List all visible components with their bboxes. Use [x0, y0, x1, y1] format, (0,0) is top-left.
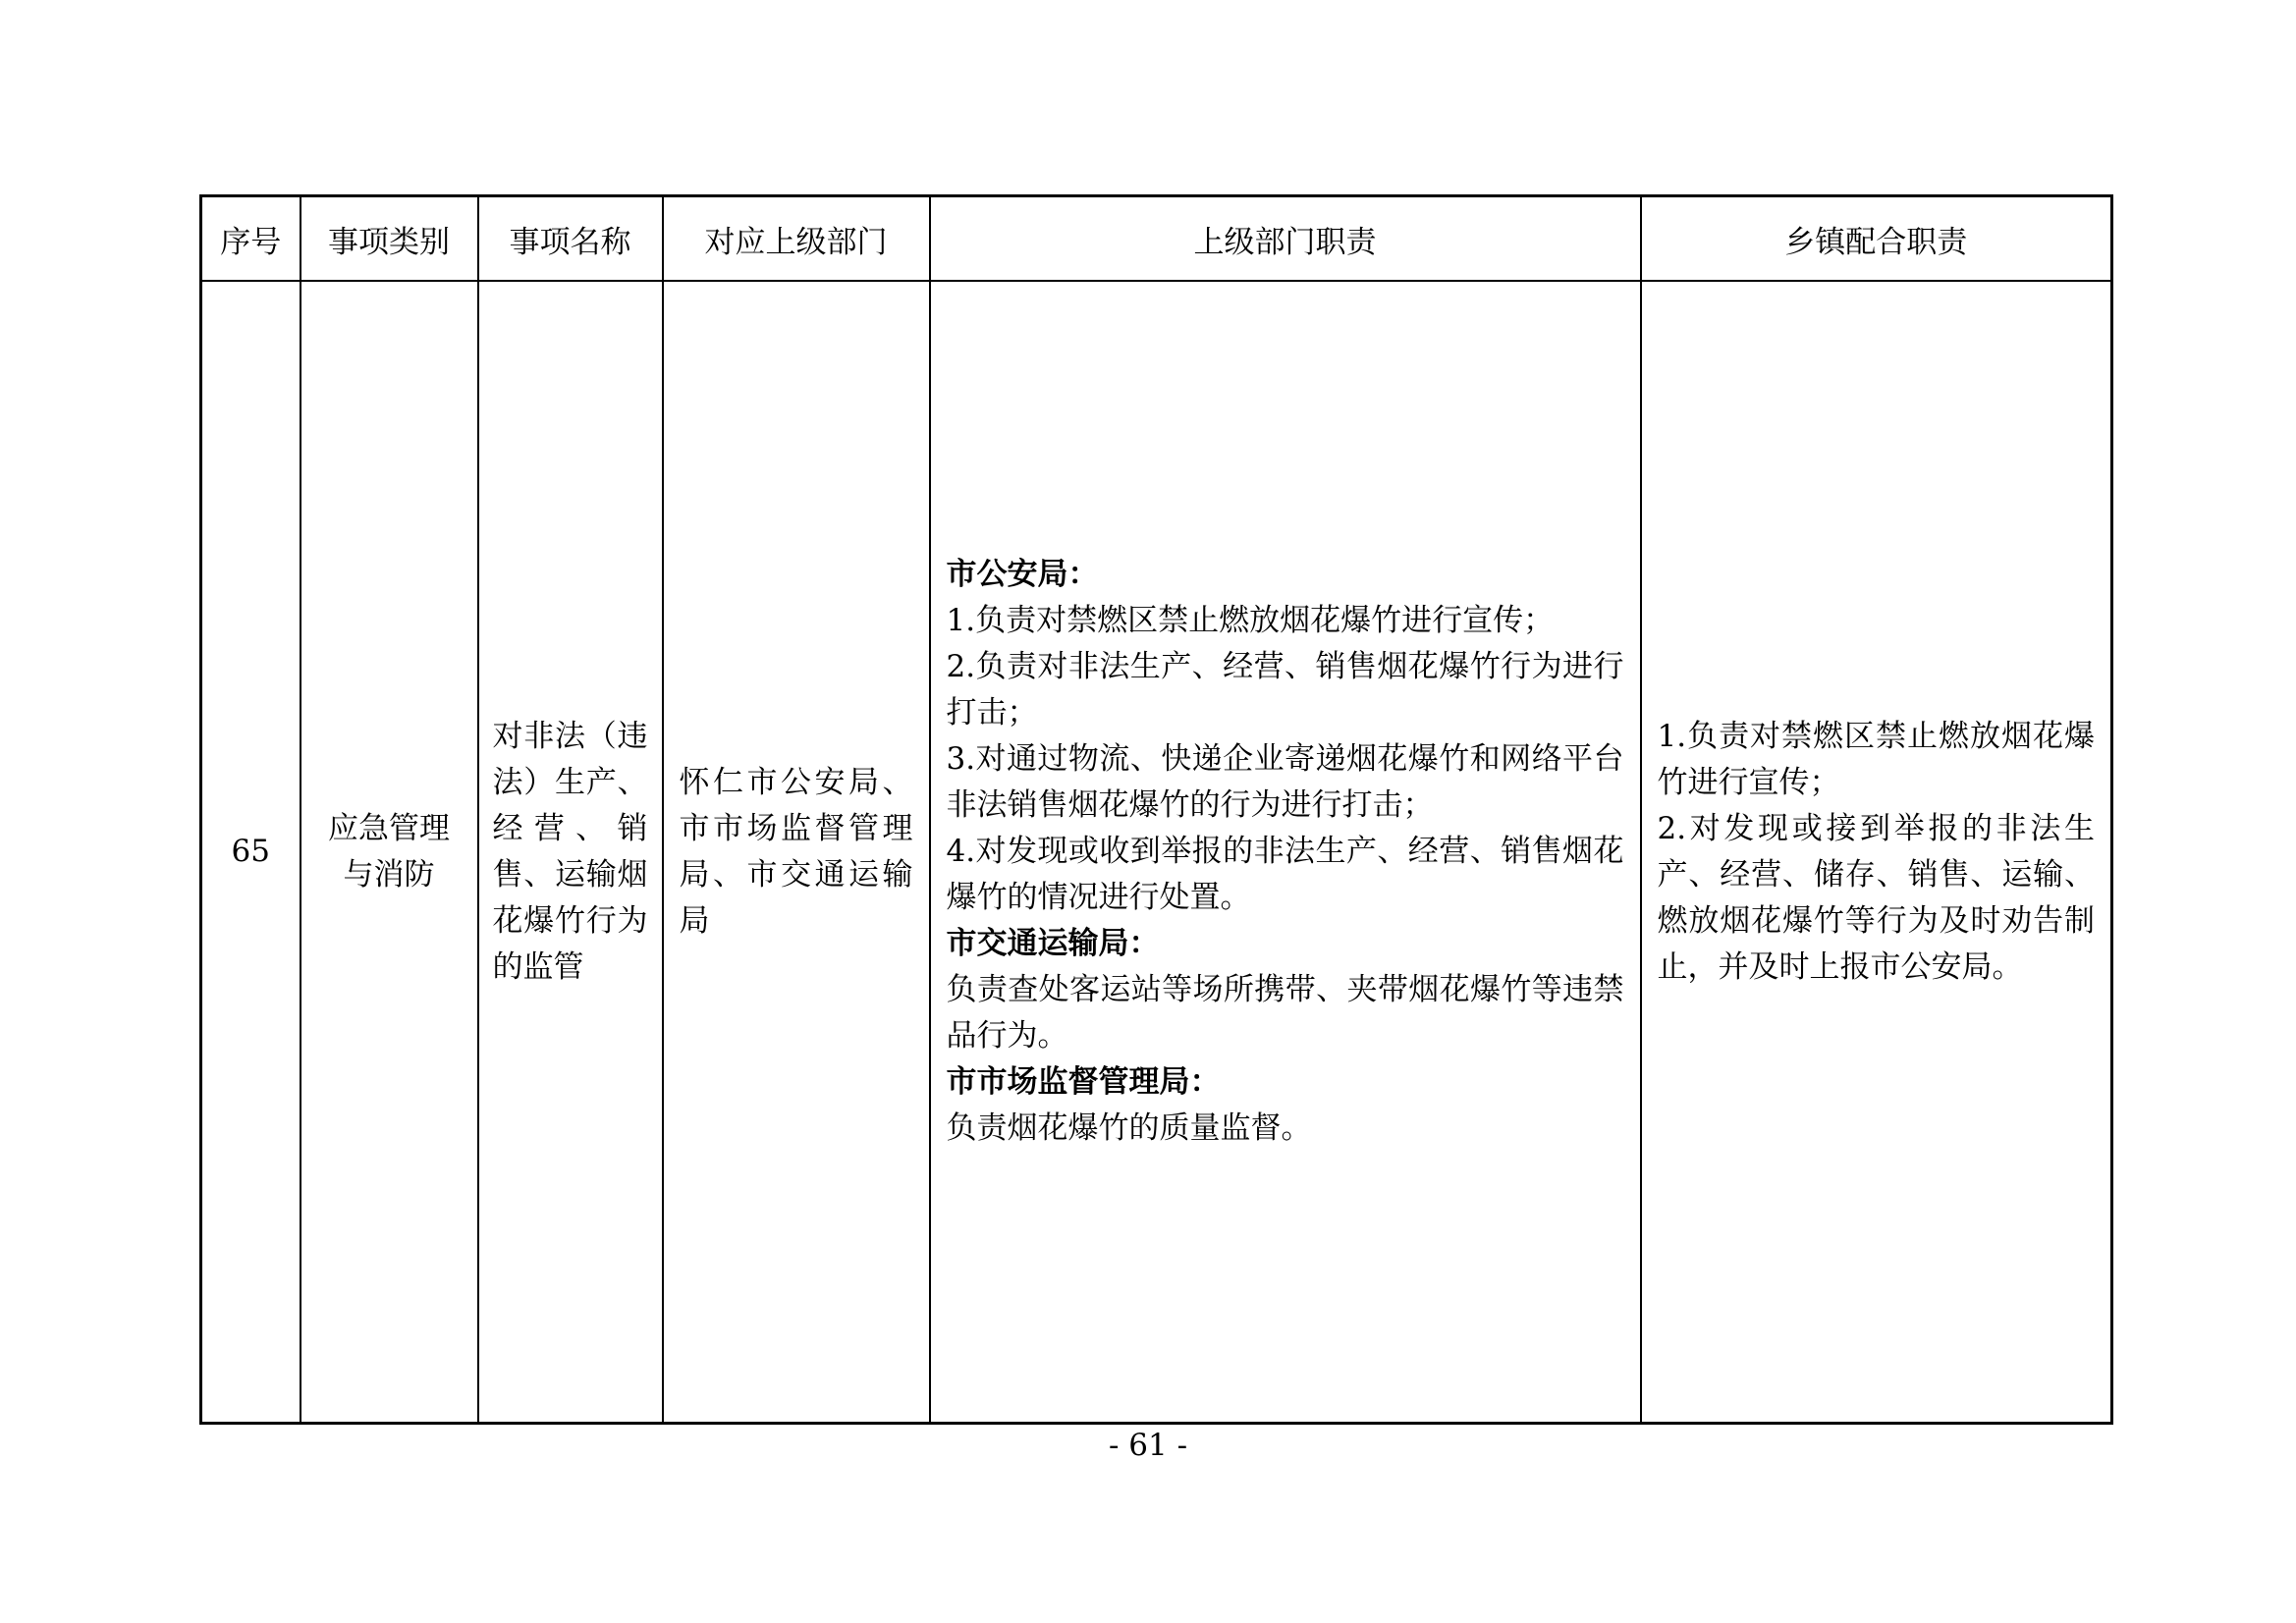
dept-name-transport: 市交通运输局：: [946, 926, 1160, 961]
cell-item-name: 对非法（违法）生产、经营、销售、运输烟花爆竹行为的监管: [478, 281, 663, 1424]
table-header-row: [201, 196, 2112, 282]
header-superior-duties: 上级部门职责: [930, 196, 1641, 282]
duty-table: [199, 194, 2113, 1425]
dept-name-public-security: 市公安局：: [946, 557, 1099, 592]
cell-town-duties: [1641, 281, 2112, 1424]
header-item-name: 事项名称: [478, 196, 663, 282]
cell-superior-dept: 怀仁市公安局、市市场监督管理局、市交通运输局: [663, 281, 930, 1424]
duty-line: 负责烟花爆竹的质量监督。: [946, 1110, 1312, 1146]
cell-category: 应急管理与消防: [301, 281, 478, 1424]
page-number: - 61 -: [1108, 1428, 1188, 1463]
header-category: 事项类别: [301, 196, 478, 282]
cell-superior-duties: [930, 281, 1641, 1424]
header-superior-dept: 对应上级部门: [663, 196, 930, 282]
dept-name-market-supervision: 市市场监督管理局：: [946, 1064, 1221, 1100]
header-town-duties: 乡镇配合职责: [1641, 196, 2112, 282]
cell-seq: 65: [201, 281, 301, 1424]
duty-line: 4.对发现或收到举报的非法生产、经营、销售烟花爆竹的情况进行处置。: [946, 834, 1624, 915]
duty-line: 2.负责对非法生产、经营、销售烟花爆竹行为进行打击；: [946, 649, 1624, 730]
duty-line: 负责查处客运站等场所携带、夹带烟花爆竹等违禁品行为。: [946, 972, 1624, 1054]
town-duty-line: 1.负责对禁燃区禁止燃放烟花爆竹进行宣传；: [1657, 718, 2095, 800]
table-row: [201, 281, 2112, 1424]
duty-line: 3.对通过物流、快递企业寄递烟花爆竹和网络平台非法销售烟花爆竹的行为进行打击；: [946, 741, 1624, 823]
town-duty-line: 2.对发现或接到举报的非法生产、经营、储存、销售、运输、燃放烟花爆竹等行为及时劝告制止，并及时上报市公安局。: [1657, 810, 2095, 985]
duty-line: 1.负责对禁燃区禁止燃放烟花爆竹进行宣传；: [946, 603, 1555, 638]
header-seq: 序号: [201, 196, 301, 282]
